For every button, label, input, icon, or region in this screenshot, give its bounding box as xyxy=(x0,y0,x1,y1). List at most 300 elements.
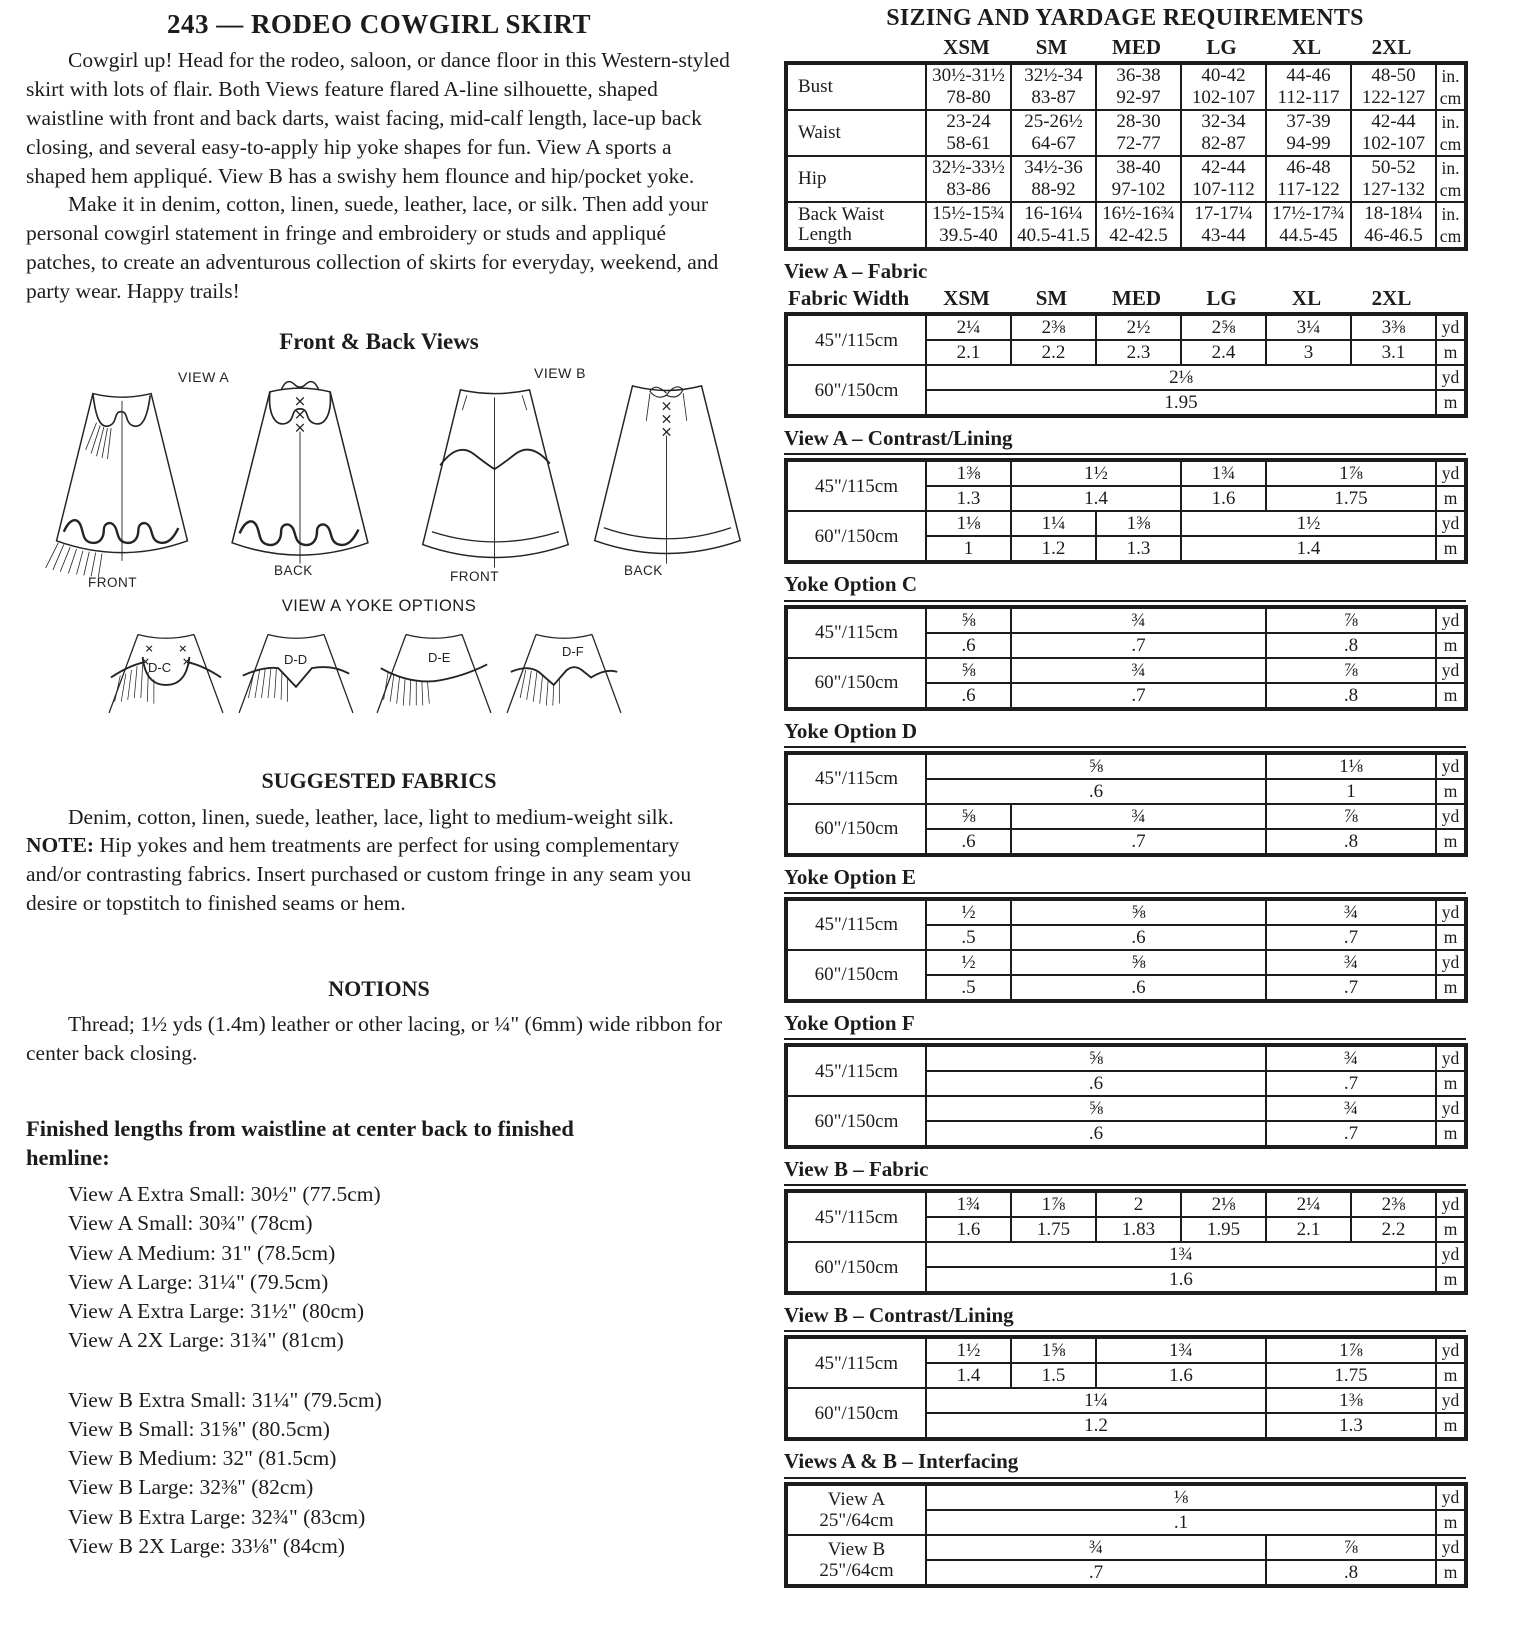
view-b-label: VIEW B xyxy=(534,365,587,382)
view-a-contrast-table xyxy=(784,458,1468,564)
interfacing-heading: Views A & B – Interfacing xyxy=(784,1449,1466,1478)
unit-cell: yd xyxy=(1436,1337,1466,1363)
size-header-2xl: 2XL xyxy=(1371,34,1412,59)
yoke-option-d-heading: Yoke Option D xyxy=(784,719,1466,748)
unit-cell: yd xyxy=(1436,1242,1466,1267)
fabrics-text-start: Denim, cotton, linen, suede, leather, lace, light to medium-weight silk. xyxy=(68,804,674,829)
value-cell: 1⅛ xyxy=(1266,753,1436,779)
value-cell: 17½-17¾ xyxy=(1266,202,1351,225)
row-label: Back Waist Length xyxy=(786,202,926,249)
sizing-table xyxy=(784,61,1468,251)
value-cell: 1 xyxy=(1266,779,1436,804)
value-cell: 112-117 xyxy=(1266,87,1351,110)
yoke-df-sketch xyxy=(494,620,634,720)
value-cell: 16½-16¾ xyxy=(1096,202,1181,225)
value-cell: ⅝ xyxy=(926,1096,1266,1121)
unit-cell: cm xyxy=(1436,179,1466,202)
unit-cell: in. xyxy=(1436,110,1466,133)
size-header-med: MED xyxy=(1112,286,1161,311)
table-row xyxy=(786,753,1466,779)
value-cell: 1⅝ xyxy=(1011,1337,1096,1363)
yoke-dd-sketch xyxy=(226,620,366,720)
value-cell: 2.2 xyxy=(1011,340,1096,365)
value-cell: 1¼ xyxy=(926,1388,1266,1413)
unit-cell: m xyxy=(1436,1510,1466,1535)
sizing-table-container xyxy=(784,61,1466,251)
value-cell: 2.1 xyxy=(926,340,1011,365)
value-cell: .7 xyxy=(1266,925,1436,950)
value-cell: 1½ xyxy=(1011,460,1181,486)
value-cell: ¾ xyxy=(1266,950,1436,975)
row-label: 45"/115cm xyxy=(786,753,926,804)
value-cell: ⅝ xyxy=(926,804,1011,829)
length-view-b-xsm: View B Extra Small: 31¼" (79.5cm) xyxy=(68,1387,382,1412)
value-cell: .7 xyxy=(1011,633,1266,658)
yoke-option-c-heading: Yoke Option C xyxy=(784,572,1466,601)
value-cell: 32-34 xyxy=(1181,110,1266,133)
value-cell: 83-86 xyxy=(926,179,1011,202)
value-cell: 1¾ xyxy=(926,1242,1436,1267)
unit-cell: m xyxy=(1436,1217,1466,1242)
value-cell: 82-87 xyxy=(1181,133,1266,156)
finished-lengths-heading: Finished lengths from waistline at center back to finished hemline: xyxy=(26,1115,574,1170)
value-cell: ⅝ xyxy=(1011,950,1266,975)
value-cell: 1.6 xyxy=(1181,486,1266,511)
view-b-contrast-table xyxy=(784,1335,1468,1441)
value-cell: 1⅞ xyxy=(1011,1191,1096,1217)
size-header-med: MED xyxy=(1112,34,1161,59)
value-cell: 43-44 xyxy=(1181,225,1266,249)
value-cell: 3 xyxy=(1266,340,1351,365)
value-cell: .6 xyxy=(926,1121,1266,1147)
value-cell: 37-39 xyxy=(1266,110,1351,133)
length-view-b-2xl: View B 2X Large: 33⅛" (84cm) xyxy=(68,1533,345,1558)
row-label: 60"/150cm xyxy=(786,950,926,1001)
unit-cell: yd xyxy=(1436,1096,1466,1121)
unit-cell: yd xyxy=(1436,511,1466,536)
yoke-option-e-heading: Yoke Option E xyxy=(784,865,1466,894)
value-cell: 117-122 xyxy=(1266,179,1351,202)
table-row xyxy=(786,899,1466,925)
table-row xyxy=(786,1337,1466,1363)
value-cell: 92-97 xyxy=(1096,87,1181,110)
value-cell: 2.1 xyxy=(1266,1217,1351,1242)
value-cell: 78-80 xyxy=(926,87,1011,110)
value-cell: 2⅜ xyxy=(1011,314,1096,340)
view-a-fabric-table xyxy=(784,312,1468,418)
value-cell: 1.6 xyxy=(926,1267,1436,1293)
unit-cell: m xyxy=(1436,1071,1466,1096)
value-cell: 97-102 xyxy=(1096,179,1181,202)
fabrics-text-rest: Hip yokes and hem treatments are perfect for using complementary and/or contrasting fabrics. Insert purchased or custom fringe in any seam you desire or topstitch to finished seams or hem. xyxy=(26,833,692,915)
value-cell: 1¾ xyxy=(1096,1337,1266,1363)
table-row xyxy=(786,1242,1466,1267)
row-label: Bust xyxy=(786,63,926,110)
value-cell: 50-52 xyxy=(1351,156,1436,179)
value-cell: ¾ xyxy=(1266,1045,1436,1071)
view-b-fabric-table xyxy=(784,1189,1468,1295)
unit-cell: yd xyxy=(1436,753,1466,779)
value-cell: .6 xyxy=(926,633,1011,658)
value-cell: 44-46 xyxy=(1266,63,1351,87)
value-cell: 1⅞ xyxy=(1266,1337,1436,1363)
view-a-label: VIEW A xyxy=(178,369,230,386)
value-cell: 2⅛ xyxy=(1181,1191,1266,1217)
value-cell: ¾ xyxy=(1266,899,1436,925)
unit-cell: yd xyxy=(1436,1535,1466,1560)
fabric-width-label: Fabric Width xyxy=(788,286,910,311)
table-row xyxy=(786,63,1466,87)
view-a-contrast-table-container xyxy=(784,458,1466,564)
value-cell: 2⅛ xyxy=(926,365,1436,390)
value-cell: .7 xyxy=(1011,683,1266,709)
view-a-fabric-heading: View A – Fabric xyxy=(784,258,928,283)
value-cell: 23-24 xyxy=(926,110,1011,133)
value-cell: 1⅜ xyxy=(1096,511,1181,536)
unit-cell: m xyxy=(1436,829,1466,855)
value-cell: 83-87 xyxy=(1011,87,1096,110)
table-row xyxy=(786,1045,1466,1071)
value-cell: 1.95 xyxy=(926,390,1436,416)
value-cell: 1.6 xyxy=(926,1217,1011,1242)
unit-cell: m xyxy=(1436,925,1466,950)
page-title: 243 — RODEO COWGIRL SKIRT xyxy=(166,9,592,39)
value-cell: ¾ xyxy=(1011,658,1266,683)
unit-cell: m xyxy=(1436,1267,1466,1293)
value-cell: ⅞ xyxy=(1266,607,1436,633)
value-cell: ⅝ xyxy=(926,753,1266,779)
value-cell: 1.4 xyxy=(1181,536,1436,562)
size-header-lg: LG xyxy=(1206,286,1237,311)
value-cell: 3⅜ xyxy=(1351,314,1436,340)
unit-cell: yd xyxy=(1436,365,1466,390)
yoke-option-f-table-container xyxy=(784,1043,1466,1149)
value-cell: 1.3 xyxy=(1266,1413,1436,1439)
value-cell: 2⅜ xyxy=(1351,1191,1436,1217)
yoke-dc-label: D-C xyxy=(148,660,172,676)
row-label: 60"/150cm xyxy=(786,365,926,416)
table-row xyxy=(786,607,1466,633)
unit-cell: in. xyxy=(1436,156,1466,179)
table-row xyxy=(786,511,1466,536)
row-label: 60"/150cm xyxy=(786,511,926,562)
unit-cell: yd xyxy=(1436,607,1466,633)
size-header-sm: SM xyxy=(1035,286,1068,311)
unit-cell: m xyxy=(1436,486,1466,511)
sizing-size-header-row xyxy=(784,36,1464,59)
unit-cell: m xyxy=(1436,683,1466,709)
value-cell: 38-40 xyxy=(1096,156,1181,179)
value-cell: 3¼ xyxy=(1266,314,1351,340)
view-a-back-drawing xyxy=(210,373,390,573)
view-b-fabric-table-container xyxy=(784,1189,1466,1295)
value-cell: 36-38 xyxy=(1096,63,1181,87)
value-cell: 1.4 xyxy=(1011,486,1181,511)
value-cell: .7 xyxy=(1266,1121,1436,1147)
yoke-option-f-heading: Yoke Option F xyxy=(784,1011,1466,1040)
unit-cell: m xyxy=(1436,1413,1466,1439)
value-cell: .6 xyxy=(926,779,1266,804)
row-label: View A 25"/64cm xyxy=(786,1484,926,1535)
finished-lengths-list xyxy=(26,1180,732,1561)
length-view-b-med: View B Medium: 32" (81.5cm) xyxy=(68,1446,337,1471)
value-cell: 3.1 xyxy=(1351,340,1436,365)
table-row xyxy=(786,365,1466,390)
value-cell: 46-48 xyxy=(1266,156,1351,179)
value-cell: .8 xyxy=(1266,1560,1436,1586)
row-label: 60"/150cm xyxy=(786,1242,926,1293)
value-cell: 2.3 xyxy=(1096,340,1181,365)
value-cell: ⅞ xyxy=(1266,658,1436,683)
unit-cell: yd xyxy=(1436,950,1466,975)
value-cell: 32½-33½ xyxy=(926,156,1011,179)
unit-cell: m xyxy=(1436,633,1466,658)
table-row xyxy=(786,314,1466,340)
row-label: 45"/115cm xyxy=(786,314,926,365)
suggested-fabrics-heading: SUGGESTED FABRICS xyxy=(261,768,497,794)
value-cell: 1¾ xyxy=(1181,460,1266,486)
value-cell: .7 xyxy=(926,1560,1266,1586)
value-cell: ⅝ xyxy=(1011,899,1266,925)
row-label: View B 25"/64cm xyxy=(786,1535,926,1586)
suggested-fabrics-paragraph xyxy=(26,803,732,918)
notions-paragraph: Thread; 1½ yds (1.4m) leather or other lacing, or ¼" (6mm) wide ribbon for center back closing. xyxy=(26,1012,723,1065)
value-cell: 1.95 xyxy=(1181,1217,1266,1242)
view-b-fabric-heading: View B – Fabric xyxy=(784,1157,1466,1186)
value-cell: 2½ xyxy=(1096,314,1181,340)
value-cell: 32½-34 xyxy=(1011,63,1096,87)
fabric-width-header-row xyxy=(784,287,1464,310)
value-cell: ¾ xyxy=(1266,1096,1436,1121)
row-label: 45"/115cm xyxy=(786,899,926,950)
row-label: 60"/150cm xyxy=(786,804,926,855)
value-cell: 1.2 xyxy=(926,1413,1266,1439)
value-cell: ¾ xyxy=(926,1535,1266,1560)
table-row xyxy=(786,1484,1466,1510)
value-cell: .6 xyxy=(926,683,1011,709)
value-cell: 1¾ xyxy=(926,1191,1011,1217)
unit-cell: yd xyxy=(1436,899,1466,925)
value-cell: 42-44 xyxy=(1181,156,1266,179)
unit-cell: m xyxy=(1436,536,1466,562)
view-a-front-caption: FRONT xyxy=(88,575,137,591)
size-header-xl: XL xyxy=(1291,286,1322,311)
view-a-fabric-table-container xyxy=(784,312,1466,418)
value-cell: 1.4 xyxy=(926,1363,1011,1388)
value-cell: 28-30 xyxy=(1096,110,1181,133)
value-cell: 40-42 xyxy=(1181,63,1266,87)
value-cell: ⅛ xyxy=(926,1484,1436,1510)
value-cell: 102-107 xyxy=(1181,87,1266,110)
value-cell: 94-99 xyxy=(1266,133,1351,156)
yoke-option-df-drawing xyxy=(494,620,634,720)
size-header-xsm: XSM xyxy=(943,286,990,311)
value-cell: 58-61 xyxy=(926,133,1011,156)
yoke-option-e-table-container xyxy=(784,897,1466,1003)
value-cell: .6 xyxy=(1011,975,1266,1001)
intro-paragraph: Cowgirl up! Head for the rodeo, saloon, or dance floor in this Western-styled skirt with lots of flair. Both Views feature flared A-line silhouette, shaped waistline with front and back darts, waist facing, mid-calf length, lace-up back closing, and several easy-to-apply hip yoke shapes for fun. View A sports a shaped hem appliqué. View B has a swishy hem flounce and hip/pocket yoke. xyxy=(26,48,730,188)
row-label: 60"/150cm xyxy=(786,1388,926,1439)
yoke-option-de-drawing xyxy=(364,620,504,720)
length-view-a-xl: View A Extra Large: 31½" (80cm) xyxy=(68,1299,365,1324)
value-cell: 122-127 xyxy=(1351,87,1436,110)
interfacing-table-container xyxy=(784,1482,1466,1588)
size-header-2xl: 2XL xyxy=(1371,286,1412,311)
length-view-b-xl: View B Extra Large: 32¾" (83cm) xyxy=(68,1504,366,1529)
value-cell: 1.3 xyxy=(1096,536,1181,562)
value-cell: 1⅜ xyxy=(1266,1388,1436,1413)
view-b-contrast-heading: View B – Contrast/Lining xyxy=(784,1303,1466,1332)
value-cell: 30½-31½ xyxy=(926,63,1011,87)
view-b-front-caption: FRONT xyxy=(450,569,499,585)
value-cell: ⅝ xyxy=(926,607,1011,633)
unit-cell: m xyxy=(1436,779,1466,804)
table-row xyxy=(786,202,1466,225)
unit-cell: m xyxy=(1436,1121,1466,1147)
value-cell: .6 xyxy=(926,829,1011,855)
unit-cell: yd xyxy=(1436,658,1466,683)
row-label: 60"/150cm xyxy=(786,658,926,709)
table-row xyxy=(786,658,1466,683)
unit-cell: yd xyxy=(1436,460,1466,486)
value-cell: 34½-36 xyxy=(1011,156,1096,179)
view-a-contrast-heading: View A – Contrast/Lining xyxy=(784,426,1466,455)
value-cell: .7 xyxy=(1266,975,1436,1001)
row-label: Hip xyxy=(786,156,926,202)
value-cell: 1⅞ xyxy=(1266,460,1436,486)
view-a-back-caption: BACK xyxy=(274,563,313,579)
fabrics-note-label: NOTE: xyxy=(26,833,95,858)
yoke-option-e-table xyxy=(784,897,1468,1003)
yoke-option-c-table xyxy=(784,605,1468,711)
value-cell: 40.5-41.5 xyxy=(1011,225,1096,249)
value-cell: 2¼ xyxy=(1266,1191,1351,1217)
view-b-back-caption: BACK xyxy=(624,563,663,579)
value-cell: 1.3 xyxy=(926,486,1011,511)
size-header-xl: XL xyxy=(1291,34,1322,59)
unit-cell: m xyxy=(1436,390,1466,416)
value-cell: ⅝ xyxy=(926,1045,1266,1071)
unit-cell: yd xyxy=(1436,1191,1466,1217)
table-row xyxy=(786,1388,1466,1413)
front-back-views-figure xyxy=(26,363,732,595)
unit-cell: m xyxy=(1436,1560,1466,1586)
unit-cell: yd xyxy=(1436,804,1466,829)
table-row xyxy=(786,950,1466,975)
value-cell: 1.5 xyxy=(1011,1363,1096,1388)
value-cell: 88-92 xyxy=(1011,179,1096,202)
yoke-option-dd-drawing xyxy=(226,620,366,720)
value-cell: ½ xyxy=(926,899,1011,925)
value-cell: 42-44 xyxy=(1351,110,1436,133)
table-row xyxy=(786,156,1466,179)
value-cell: .7 xyxy=(1266,1071,1436,1096)
value-cell: 1.83 xyxy=(1096,1217,1181,1242)
row-label: 45"/115cm xyxy=(786,460,926,511)
view-b-contrast-table-container xyxy=(784,1335,1466,1441)
length-view-b-lg: View B Large: 32⅜" (82cm) xyxy=(68,1475,314,1500)
table-row xyxy=(786,804,1466,829)
sizing-header-unit-spacer xyxy=(1434,36,1464,59)
value-cell: .8 xyxy=(1266,829,1436,855)
value-cell: 1.75 xyxy=(1266,486,1436,511)
yoke-option-dc-drawing xyxy=(96,620,236,720)
value-cell: 44.5-45 xyxy=(1266,225,1351,249)
unit-cell: m xyxy=(1436,1363,1466,1388)
value-cell: 1.75 xyxy=(1266,1363,1436,1388)
value-cell: 2 xyxy=(1096,1191,1181,1217)
unit-cell: m xyxy=(1436,975,1466,1001)
length-view-a-2xl: View A 2X Large: 31¾" (81cm) xyxy=(68,1328,344,1353)
row-label: 45"/115cm xyxy=(786,1337,926,1388)
value-cell: ½ xyxy=(926,950,1011,975)
row-label: 45"/115cm xyxy=(786,1045,926,1096)
value-cell: .6 xyxy=(1011,925,1266,950)
lengths-spacer xyxy=(68,1356,732,1386)
value-cell: 1.6 xyxy=(1096,1363,1266,1388)
value-cell: 42-42.5 xyxy=(1096,225,1181,249)
value-cell: .5 xyxy=(926,925,1011,950)
unit-cell: yd xyxy=(1436,1388,1466,1413)
value-cell: 39.5-40 xyxy=(926,225,1011,249)
value-cell: 2¼ xyxy=(926,314,1011,340)
unit-cell: cm xyxy=(1436,225,1466,249)
interfacing-table xyxy=(784,1482,1468,1588)
yoke-option-d-table-container xyxy=(784,751,1466,857)
value-cell: 25-26½ xyxy=(1011,110,1096,133)
size-header-lg: LG xyxy=(1206,34,1237,59)
value-cell: ⅝ xyxy=(926,658,1011,683)
unit-cell: m xyxy=(1436,340,1466,365)
sizing-header-spacer xyxy=(784,36,924,59)
value-cell: 15½-15¾ xyxy=(926,202,1011,225)
value-cell: .7 xyxy=(1011,829,1266,855)
length-view-a-sm: View A Small: 30¾" (78cm) xyxy=(68,1211,313,1236)
table-row xyxy=(786,1535,1466,1560)
sizing-yardage-title: SIZING AND YARDAGE REQUIREMENTS xyxy=(886,5,1364,31)
row-label: Waist xyxy=(786,110,926,156)
view-b-front-drawing xyxy=(406,377,584,575)
unit-cell: cm xyxy=(1436,87,1466,110)
value-cell: 1½ xyxy=(926,1337,1011,1363)
value-cell: ⅞ xyxy=(1266,1535,1436,1560)
value-cell: .1 xyxy=(926,1510,1436,1535)
value-cell: 127-132 xyxy=(1351,179,1436,202)
value-cell: 1¼ xyxy=(1011,511,1096,536)
value-cell: 2.2 xyxy=(1351,1217,1436,1242)
value-cell: 1⅜ xyxy=(926,460,1011,486)
row-label: 45"/115cm xyxy=(786,607,926,658)
length-view-a-xsm: View A Extra Small: 30½" (77.5cm) xyxy=(68,1182,381,1207)
value-cell: 2⅝ xyxy=(1181,314,1266,340)
value-cell: 48-50 xyxy=(1351,63,1436,87)
unit-cell: yd xyxy=(1436,1484,1466,1510)
table-row xyxy=(786,1191,1466,1217)
front-back-views-heading: Front & Back Views xyxy=(279,328,479,354)
view-b-back-drawing xyxy=(578,373,756,571)
value-cell: 2.4 xyxy=(1181,340,1266,365)
value-cell: .8 xyxy=(1266,683,1436,709)
table-row xyxy=(786,1096,1466,1121)
unit-cell: in. xyxy=(1436,202,1466,225)
value-cell: ¾ xyxy=(1011,804,1266,829)
value-cell: 46-46.5 xyxy=(1351,225,1436,249)
table-row xyxy=(786,460,1466,486)
value-cell: 1.2 xyxy=(1011,536,1096,562)
length-view-a-med: View A Medium: 31" (78.5cm) xyxy=(68,1240,336,1265)
yoke-options-heading: VIEW A YOKE OPTIONS xyxy=(281,597,477,616)
materials-paragraph: Make it in denim, cotton, linen, suede, leather, lace, or silk. Then add your personal cowgirl statement in fringe and embroidery or studs and appliqué patches, to create an adventurous collection of skirts for everyday, weekend, and party wear. Happy trails! xyxy=(26,192,719,303)
